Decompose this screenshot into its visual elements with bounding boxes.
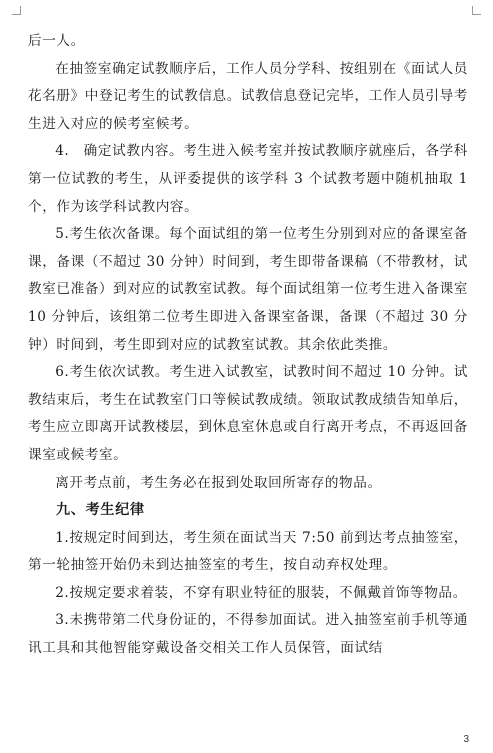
paragraph: 1.按规定时间到达，考生须在面试当天 7:50 前到达考点抽签室，第一轮抽签开始仍未到达抽签室的考生，按自动弃权处理。 bbox=[28, 529, 468, 574]
paragraph: 6.考生依次试教。考生进入试教室，试教时间不超过 10 分钟。试教结束后，考生在试教室门口等候试教成绩。领取试教成绩告知单后，考生应立即离开试教楼层，到休息室休息或自行离开考点，不再返回备课室或候考室。 bbox=[28, 364, 469, 463]
document-body bbox=[28, 28, 468, 663]
paragraph: 离开考点前，考生务必在报到处取回所寄存的物品。 bbox=[55, 474, 382, 491]
page-corner-mark-top-left bbox=[12, 6, 21, 15]
paragraph: 后一人。 bbox=[28, 33, 85, 49]
paragraph: 4. 确定试教内容。考生进入候考室并按试教顺序就座后，各学科第一位试教的考生，从评委提供的该学科 3 个试教考题中随机抽取 1 个，作为该学科试教内容。 bbox=[28, 143, 468, 215]
paragraph: 3.未携带第二代身份证的，不得参加面试。进入抽签室前手机等通讯工具和其他智能穿戴设备交相关工作人员保管，面试结 bbox=[28, 612, 468, 657]
section-heading: 九、考生纪律 bbox=[56, 502, 145, 519]
paragraph: 5.考生依次备课。每个面试组的第一位考生分别到对应的备课室备课，备课（不超过 30 分钟）时间到，考生即带备课稿（不带教材，试教室已准备）到对应的试教室试教。每个面试组第一位考生进入备课室 10 分钟后，该组第二位考生即进入备课室备课，备课（不超过 30 分钟）时间到，考生即到对应的试教室试教。其余依此类推。 bbox=[28, 226, 469, 353]
page-number: 3 bbox=[463, 734, 469, 745]
paragraph: 在抽签室确定试教顺序后，工作人员分学科、按组别在《面试人员花名册》中登记考生的试教信息。试教信息登记完毕，工作人员引导考生进入对应的候考室候考。 bbox=[28, 60, 469, 132]
page-corner-mark-top-right bbox=[472, 6, 481, 15]
paragraph: 2.按规定要求着装，不穿有职业特征的服装，不佩戴首饰等物品。 bbox=[55, 584, 467, 601]
